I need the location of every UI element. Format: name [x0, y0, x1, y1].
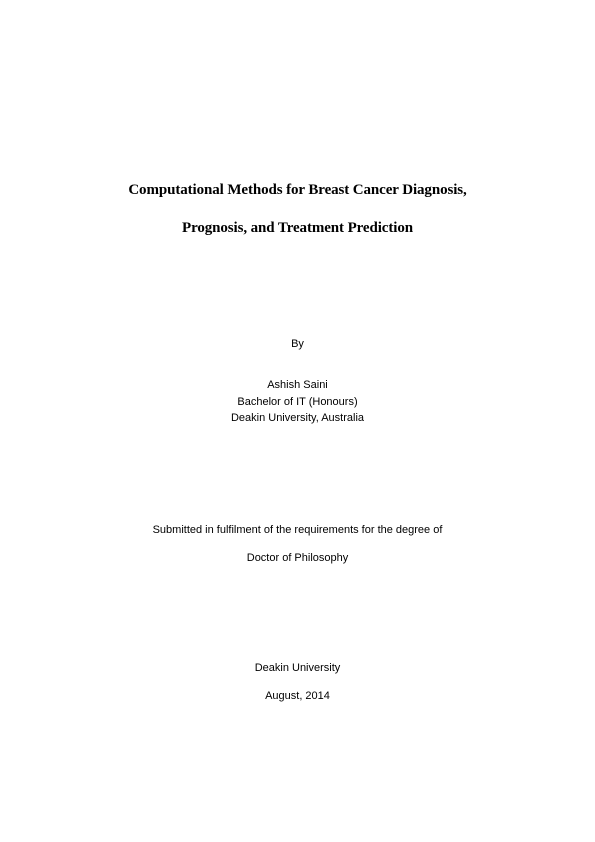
thesis-title-line-2: Prognosis, and Treatment Prediction: [182, 220, 413, 236]
submission-date: August, 2014: [265, 690, 330, 702]
author-degree: Bachelor of IT (Honours): [237, 396, 358, 408]
byline: By: [291, 338, 304, 350]
author-affiliation: Deakin University, Australia: [230, 412, 365, 424]
author-name: Ashish Saini: [267, 379, 328, 391]
institution: Deakin University: [254, 662, 341, 674]
thesis-title-line-1: Computational Methods for Breast Cancer Diagnosis,: [128, 182, 467, 198]
submission-statement: Submitted in fulfilment of the requirements for the degree of: [152, 524, 443, 536]
degree-name: Doctor of Philosophy: [246, 552, 349, 564]
